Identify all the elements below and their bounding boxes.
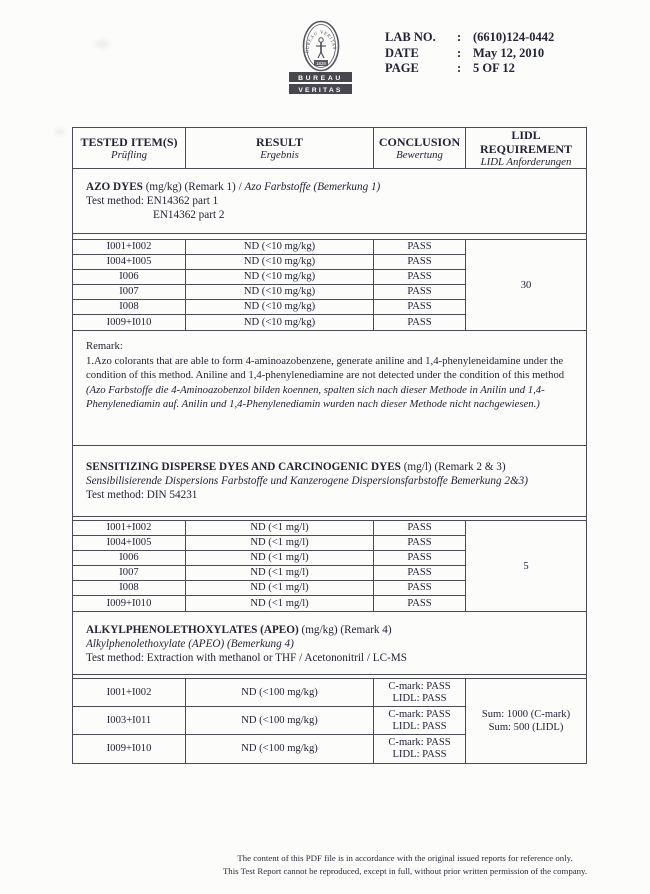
date-colon: : bbox=[457, 45, 462, 60]
col-tested-items bbox=[73, 128, 186, 169]
table-cell: I008 bbox=[73, 300, 186, 315]
section-azo-dyes-header bbox=[72, 168, 587, 234]
table-cell: ND (<10 mg/kg) bbox=[186, 270, 374, 285]
table-cell: I007 bbox=[73, 285, 186, 300]
date-value: May 12, 2010 bbox=[473, 45, 545, 60]
scan-artifact bbox=[55, 128, 65, 135]
table-cell: PASS bbox=[374, 315, 466, 330]
table-cell: I001+I002 bbox=[73, 679, 186, 707]
apeo-conclusion-cmark: C-mark: PASS bbox=[388, 680, 451, 692]
sensitizing-rows bbox=[72, 520, 587, 612]
table-cell: ND (<1 mg/l) bbox=[186, 536, 374, 551]
lab-no-label: LAB NO. bbox=[385, 30, 436, 44]
table-cell: PASS bbox=[374, 270, 466, 285]
table-cell: PASS bbox=[374, 536, 466, 551]
logo-medallion-icon bbox=[288, 16, 358, 98]
table-cell: PASS bbox=[374, 300, 466, 315]
lab-info-block bbox=[385, 30, 554, 77]
azo-title: AZO DYES bbox=[86, 181, 143, 193]
table-cell: ND (<10 mg/kg) bbox=[186, 285, 374, 300]
bureau-veritas-logo bbox=[288, 16, 358, 98]
col-lidl-requirement-de: LIDL Anforderungen bbox=[480, 156, 572, 168]
table-cell: I009+I010 bbox=[73, 315, 186, 330]
col-lidl-requirement-en: LIDL REQUIREMENT bbox=[479, 128, 572, 156]
table-cell: PASS bbox=[374, 521, 466, 536]
table-cell bbox=[374, 707, 466, 735]
remark-english-text: 1.Azo colorants that are able to form 4-aminoazobenzene, generate aniline and 1,4-phenyleneidamine under the condition of this method. Aniline and 1,4-phenylenediamine are not detected under the condition of this method bbox=[86, 354, 565, 382]
svg-text:BUREAU VERITAS: BUREAU VERITAS bbox=[304, 29, 338, 54]
col-conclusion-en: CONCLUSION bbox=[378, 134, 461, 149]
date-row bbox=[385, 46, 554, 62]
apeo-test-method: Test method: Extraction with methanol or THF / Acetononitril / LC-MS bbox=[86, 652, 407, 664]
col-conclusion-de: Bewertung bbox=[396, 149, 443, 162]
svg-text:1828: 1828 bbox=[316, 60, 326, 66]
col-tested-items-en: TESTED ITEM(S) bbox=[80, 134, 178, 149]
page-colon: : bbox=[457, 61, 462, 75]
table-cell: I009+I010 bbox=[73, 596, 186, 611]
date-label: DATE bbox=[385, 45, 419, 60]
results-table bbox=[72, 127, 587, 764]
lab-no-colon: : bbox=[457, 30, 462, 44]
sensitizing-test-method: Test method: DIN 54231 bbox=[86, 489, 198, 501]
sensitizing-title-german: Sensibilisierende Dispersions Farbstoffe und Kanzerogene Dispersionsfarbstoffe Bemerkung 2&3) bbox=[86, 475, 528, 487]
table-cell: ND (<1 mg/l) bbox=[186, 551, 374, 566]
col-result bbox=[186, 128, 374, 169]
table-cell: ND (<10 mg/kg) bbox=[186, 255, 374, 270]
remark-german-text: (Azo Farbstoffe die 4-Aminoazobenzol bilden koennen, spalten sich nach dieser Methode in Anilin und 1,4-Phenylenediamin auf. Anilin und 1,4-Phenylenediamin wurden nach dieser Methode nicht nachgewiesen.) bbox=[86, 383, 545, 411]
table-cell: I006 bbox=[73, 551, 186, 566]
footer-line-1: The content of this PDF file is in accordance with the original issued reports for reference only. bbox=[237, 853, 573, 863]
page-label: PAGE bbox=[385, 61, 419, 75]
azo-title-suffix: (mg/kg) (Remark 1) / bbox=[142, 181, 245, 193]
col-tested-items-de: Prüfling bbox=[111, 149, 147, 162]
azo-requirement-value: 30 bbox=[520, 279, 532, 291]
azo-dyes-rows bbox=[72, 239, 587, 331]
page-value: 5 OF 12 bbox=[473, 61, 515, 75]
footer-line-2: This Test Report cannot be reproduced, except in full, without prior written permission of the company. bbox=[222, 866, 588, 876]
table-cell: ND (<100 mg/kg) bbox=[186, 679, 374, 707]
table-cell: PASS bbox=[374, 285, 466, 300]
table-cell: I008 bbox=[73, 581, 186, 596]
col-result-de: Ergebnis bbox=[260, 149, 299, 162]
sensitizing-title-suffix: (mg/l) (Remark 2 & 3) bbox=[400, 461, 506, 473]
table-cell: ND (<1 mg/l) bbox=[186, 596, 374, 611]
apeo-conclusion-lidl: LIDL: PASS bbox=[392, 749, 447, 760]
table-cell: I004+I005 bbox=[73, 536, 186, 551]
table-cell: PASS bbox=[374, 596, 466, 611]
apeo-conclusion-lidl: LIDL: PASS bbox=[392, 720, 447, 732]
table-cell: I006 bbox=[73, 270, 186, 285]
table-cell: ND (<100 mg/kg) bbox=[186, 735, 374, 763]
col-conclusion bbox=[374, 128, 466, 169]
apeo-requirement-cell bbox=[466, 679, 586, 763]
svg-text:VERITAS: VERITAS bbox=[298, 86, 343, 94]
apeo-requirement-line1: Sum: 1000 (C-mark) bbox=[481, 709, 571, 720]
svg-text:BUREAU: BUREAU bbox=[298, 74, 343, 82]
apeo-conclusion-cmark: C-mark: PASS bbox=[388, 737, 451, 748]
sensitizing-requirement-cell bbox=[466, 521, 586, 611]
table-cell bbox=[374, 679, 466, 707]
table-cell: I007 bbox=[73, 566, 186, 581]
apeo-conclusion-cmark: C-mark: PASS bbox=[388, 708, 451, 720]
table-cell: I001+I002 bbox=[73, 240, 186, 255]
section-apeo-header bbox=[72, 611, 587, 675]
table-cell: ND (<10 mg/kg) bbox=[186, 315, 374, 330]
sensitizing-title: SENSITIZING DISPERSE DYES AND CARCINOGENIC DYES bbox=[86, 461, 401, 473]
table-cell: ND (<1 mg/l) bbox=[186, 521, 374, 536]
lab-no-value: (6610)124-0442 bbox=[473, 30, 555, 44]
table-cell: ND (<10 mg/kg) bbox=[186, 240, 374, 255]
page-row bbox=[385, 61, 554, 77]
table-cell: ND (<100 mg/kg) bbox=[186, 707, 374, 735]
table-cell: PASS bbox=[374, 240, 466, 255]
table-cell: I004+I005 bbox=[73, 255, 186, 270]
table-cell: PASS bbox=[374, 551, 466, 566]
azo-requirement-cell bbox=[466, 240, 586, 330]
apeo-requirement-line2: Sum: 500 (LIDL) bbox=[488, 722, 564, 733]
apeo-conclusion-lidl: LIDL: PASS bbox=[392, 692, 447, 704]
table-cell: ND (<1 mg/l) bbox=[186, 566, 374, 581]
azo-remark-box bbox=[72, 330, 587, 446]
table-cell: PASS bbox=[374, 566, 466, 581]
table-cell: ND (<10 mg/kg) bbox=[186, 300, 374, 315]
apeo-rows bbox=[72, 678, 587, 764]
table-cell: I003+I011 bbox=[73, 707, 186, 735]
table-cell: ND (<1 mg/l) bbox=[186, 581, 374, 596]
scan-artifact bbox=[95, 40, 109, 48]
col-result-en: RESULT bbox=[256, 134, 303, 149]
azo-title-german: Azo Farbstoffe (Bemerkung 1) bbox=[244, 181, 381, 193]
apeo-title-suffix: (mg/kg) (Remark 4) bbox=[298, 624, 392, 636]
footer-disclaimer bbox=[168, 852, 642, 878]
azo-test-method-2: EN14362 part 2 bbox=[153, 209, 225, 221]
lab-no-row bbox=[385, 30, 554, 46]
table-cell: PASS bbox=[374, 581, 466, 596]
apeo-title: ALKYLPHENOLETHOXYLATES (APEO) bbox=[86, 624, 299, 636]
table-cell bbox=[374, 735, 466, 763]
table-cell: I001+I002 bbox=[73, 521, 186, 536]
apeo-title-german: Alkylphenolethoxylate (APEO) (Bemerkung 4) bbox=[86, 638, 294, 650]
sensitizing-requirement-value: 5 bbox=[523, 560, 529, 572]
table-header-row bbox=[72, 127, 587, 169]
table-cell: I009+I010 bbox=[73, 735, 186, 763]
azo-test-method-1: Test method: EN14362 part 1 bbox=[86, 195, 219, 207]
col-lidl-requirement bbox=[466, 128, 586, 169]
remark-label: Remark: bbox=[86, 340, 123, 352]
section-sensitizing-header bbox=[72, 445, 587, 517]
table-cell: PASS bbox=[374, 255, 466, 270]
